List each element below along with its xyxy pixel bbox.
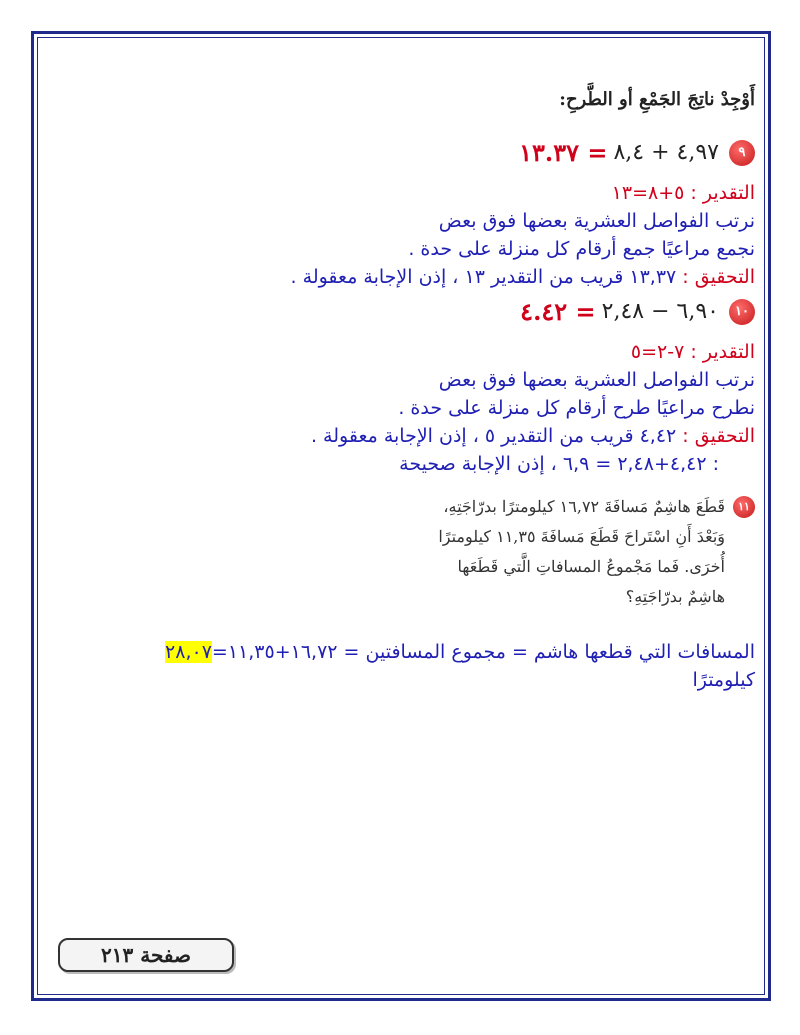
q9-estimate-value: ٥+٨=١٣ <box>611 182 685 204</box>
q10-estimate-value: ٧-٢=٥ <box>630 341 685 363</box>
page-number-label: صفحة ٢١٣ <box>58 938 234 972</box>
q10-equation <box>60 297 755 326</box>
q10-badge: ١٠ <box>729 299 755 325</box>
q11-line3: أُخرَى. فَما مَجْموعُ المسافاتِ الَّتي قَطَعَها <box>457 557 725 576</box>
q10-verify: : ٤,٤٢+٢,٤٨ = ٦,٩ ، إذن الإجابة صحيحة <box>399 453 719 475</box>
q10-estimate-label: التقدير : <box>690 341 755 363</box>
q9-estimate-label: التقدير : <box>690 182 755 204</box>
q11-answer <box>60 638 755 666</box>
q11-badge: ١١ <box>733 496 755 518</box>
exercise-title: أَوْجِدْ ناتِجَ الجَمْعِ أو الطَّرحِ: <box>559 89 755 110</box>
q11-answer-text: المسافات التي قطعها هاشم = مجموع المسافتين = ١٦,٧٢+١١,٣٥= <box>211 641 755 663</box>
q9-check-text: ١٣,٣٧ قريب من التقدير ١٣ ، إذن الإجابة معقولة . <box>290 266 677 288</box>
q11-answer-value: ٢٨,٠٧ <box>165 641 212 663</box>
q11-problem-text <box>438 492 725 612</box>
q9-result: ١٣.٣٧ = <box>519 138 608 167</box>
q10-result: ٤.٤٢ = <box>520 297 596 326</box>
q10-check-label: التحقيق : <box>682 425 755 447</box>
q10-step1: نرتب الفواصل العشرية بعضها فوق بعض <box>438 369 755 391</box>
q10-check-text: ٤,٤٢ قريب من التقدير ٥ ، إذن الإجابة معقولة . <box>310 425 677 447</box>
q11-problem <box>60 492 755 612</box>
q9-check-label: التحقيق : <box>682 266 755 288</box>
q9-expression: ٤,٩٧ + ٨,٤ <box>613 140 719 165</box>
worksheet-content <box>60 80 755 694</box>
q11-answer-unit: كيلومترًا <box>692 669 755 691</box>
q9-check <box>60 263 755 291</box>
q10-check <box>60 422 755 450</box>
q9-step2: نجمع مراعيًا جمع أرقام كل منزلة على حدة . <box>408 238 755 260</box>
q9-badge: ٩ <box>729 140 755 166</box>
q10-expression: ٦,٩٠ − ٢,٤٨ <box>601 299 719 324</box>
q9-estimate <box>60 179 755 207</box>
q10-step2: نطرح مراعيًا طرح أرقام كل منزلة على حدة . <box>398 397 755 419</box>
q10-estimate <box>60 338 755 366</box>
q11-line4: هاشِمٌ بدرّاجَتِهِ؟ <box>625 587 725 606</box>
q11-line2: وَبَعْدَ أَنِ اسْتَراحَ قَطَعَ مَسافَةَ ١١,٣٥ كيلومترًا <box>438 527 725 546</box>
q9-equation <box>60 138 755 167</box>
q9-step1: نرتب الفواصل العشرية بعضها فوق بعض <box>438 210 755 232</box>
q11-line1: قَطَعَ هاشِمٌ مَسافَةَ ١٦,٧٢ كيلومترًا بدرّاجَتِهِ، <box>443 497 725 516</box>
